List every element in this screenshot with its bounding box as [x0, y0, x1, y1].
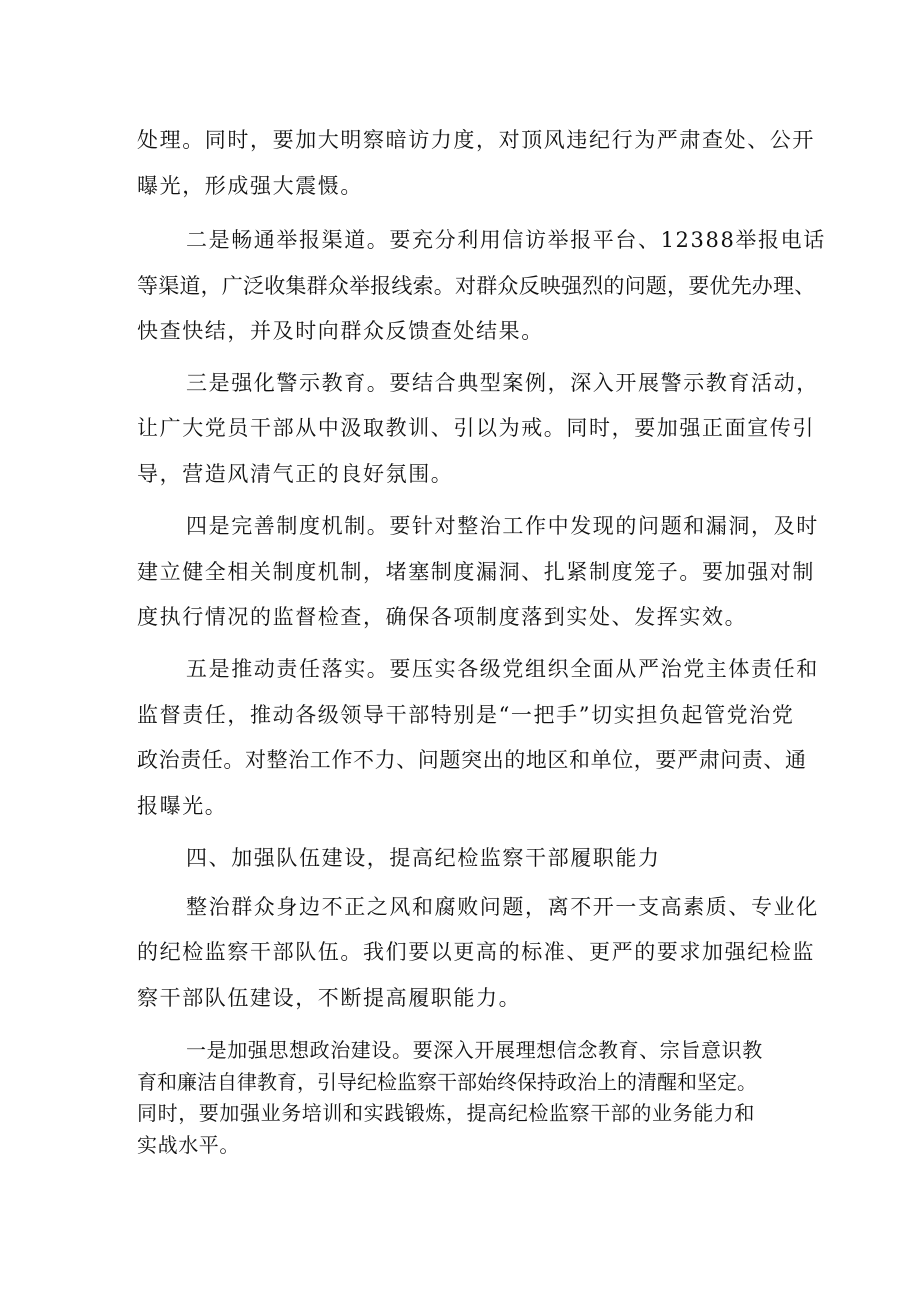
paragraph-line: 育和廉洁自律教育，引导纪检监察干部始终保持政治上的清醒和坚定。: [137, 1070, 757, 1094]
paragraph-line: 察干部队伍建设，不断提高履职能力。: [137, 986, 522, 1010]
paragraph-line: 曝光，形成强大震慑。: [137, 174, 363, 198]
paragraph-line: 的纪检监察干部队伍。我们要以更高的标准、更严的要求加强纪检监: [137, 940, 815, 964]
paragraph-line: 政治责任。对整治工作不力、问题突出的地区和单位，要严肃问责、通: [137, 748, 807, 772]
paragraph-line: 三是强化警示教育。要结合典型案例，深入开展警示教育活动，: [186, 371, 819, 395]
paragraph-line: 报曝光。: [137, 794, 228, 818]
paragraph-line: 实战水平。: [137, 1133, 240, 1157]
paragraph-line: 整治群众身边不正之风和腐败问题，离不开一支高素质、专业化: [186, 895, 819, 919]
paragraph-line: 同时，要加强业务培训和实践锻炼，提高纪检监察干部的业务能力和: [137, 1101, 755, 1125]
paragraph-line: 一是加强思想政治建设。要深入开展理想信念教育、宗旨意识教: [186, 1038, 763, 1062]
paragraph-line: 处理。同时，要加大明察暗访力度，对顶风违纪行为严肃查处、公开: [137, 128, 815, 152]
paragraph-line: 建立健全相关制度机制，堵塞制度漏洞、扎紧制度笼子。要加强对制: [137, 560, 815, 584]
paragraph-line: 四是完善制度机制。要针对整治工作中发现的问题和漏洞，及时: [186, 514, 819, 538]
paragraph-line: 监督责任，推动各级领导干部特别是“一把手”切实担负起管党治党: [137, 703, 795, 727]
paragraph-line: 二是畅通举报渠道。要充分利用信访举报平台、12388举报电话: [186, 228, 826, 252]
section-heading: 四、加强队伍建设，提高纪检监察干部履职能力: [186, 846, 661, 870]
paragraph-line: 五是推动责任落实。要压实各级党组织全面从严治党主体责任和: [186, 657, 819, 681]
paragraph-line: 等渠道，广泛收集群众举报线索。对群众反映强烈的问题，要优先办理、: [137, 274, 816, 298]
paragraph-line: 快查快结，并及时向群众反馈查处结果。: [137, 319, 544, 343]
paragraph-line: 度执行情况的监督检查，确保各项制度落到实处、发挥实效。: [137, 605, 748, 629]
paragraph-line: 让广大党员干部从中汲取教训、引以为戒。同时，要加强正面宣传引: [137, 416, 815, 440]
paragraph-line: 导，营造风清气正的良好氛围。: [137, 462, 454, 486]
